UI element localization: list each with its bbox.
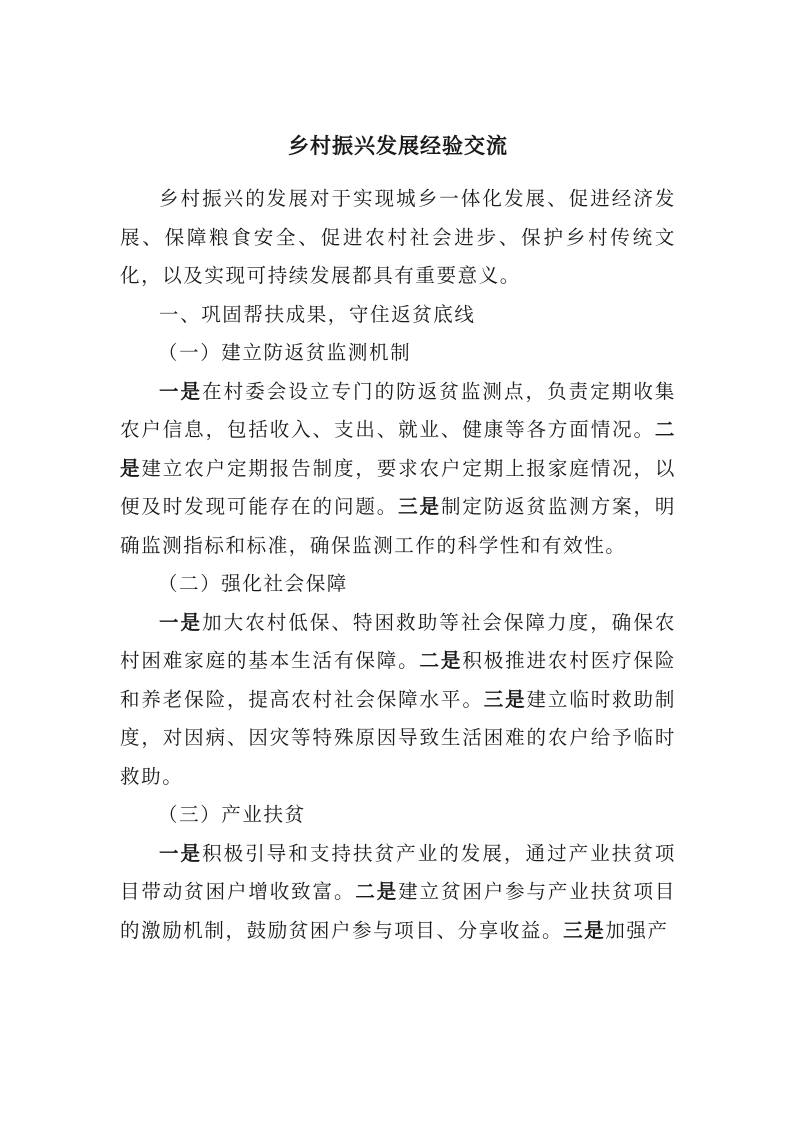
point-text: 积极推进农村医疗保险和养老保险，提高农村社会保障水平。 [120,649,676,711]
point-lead: 一是 [159,841,203,865]
point-lead: 二是 [355,880,399,903]
section-1-heading: 一、巩固帮扶成果，守住返贫底线 [159,302,476,326]
subsection-2-heading: （二）强化社会保障 [158,572,348,595]
point-lead: 三是 [563,918,606,942]
subsection-3-paragraph [120,835,676,951]
subsection-3-heading: （三）产业扶贫 [158,803,306,826]
point-text: 建立贫困户参与产业扶贫项目的激励机制，鼓励贫困户参与项目、分享收益。 [120,880,676,942]
document-page [120,118,676,950]
point-text: 积极引导和支持扶贫产业的发展，通过产业扶贫项目带动贫困户增收致富。 [120,841,676,903]
point-lead: 二是 [120,418,676,480]
point-text: 建立农户定期报告制度，要求农户定期上报家庭情况，以便及时发现可能存在的问题。 [120,456,676,518]
subsection-1-paragraph [120,373,676,566]
point-lead: 三是 [398,495,441,518]
document-title: 乡村振兴发展经验交流 [288,134,508,158]
point-text: 制定防返贫监测方案，明确监测指标和标准，确保监测工作的科学性和有效性。 [120,495,676,557]
subsection-1-heading: （一）建立防返贫监测机制 [158,341,412,364]
point-text: 加大农村低保、特困救助等社会保障力度，确保农村困难家庭的基本生活有保障。 [120,610,676,672]
point-lead: 三是 [483,687,527,711]
point-text: 加强产 [605,918,669,942]
point-lead: 一是 [159,379,203,403]
point-lead: 一是 [159,610,203,634]
point-text: 建立临时救助制度，对因病、因灾等特殊原因导致生活困难的农户给予临时救助。 [120,687,677,788]
point-lead: 二是 [419,649,463,672]
point-text: 在村委会设立专门的防返贫监测点，负责定期收集农户信息，包括收入、支出、就业、健康等各方面情况。 [120,379,676,441]
intro-paragraph: 乡村振兴的发展对于实现城乡一体化发展、促进经济发展、保障粮食安全、促进农村社会进步、保护乡村传统文化，以及实现可持续发展都具有重要意义。 [120,187,676,287]
subsection-2-paragraph [120,604,676,797]
